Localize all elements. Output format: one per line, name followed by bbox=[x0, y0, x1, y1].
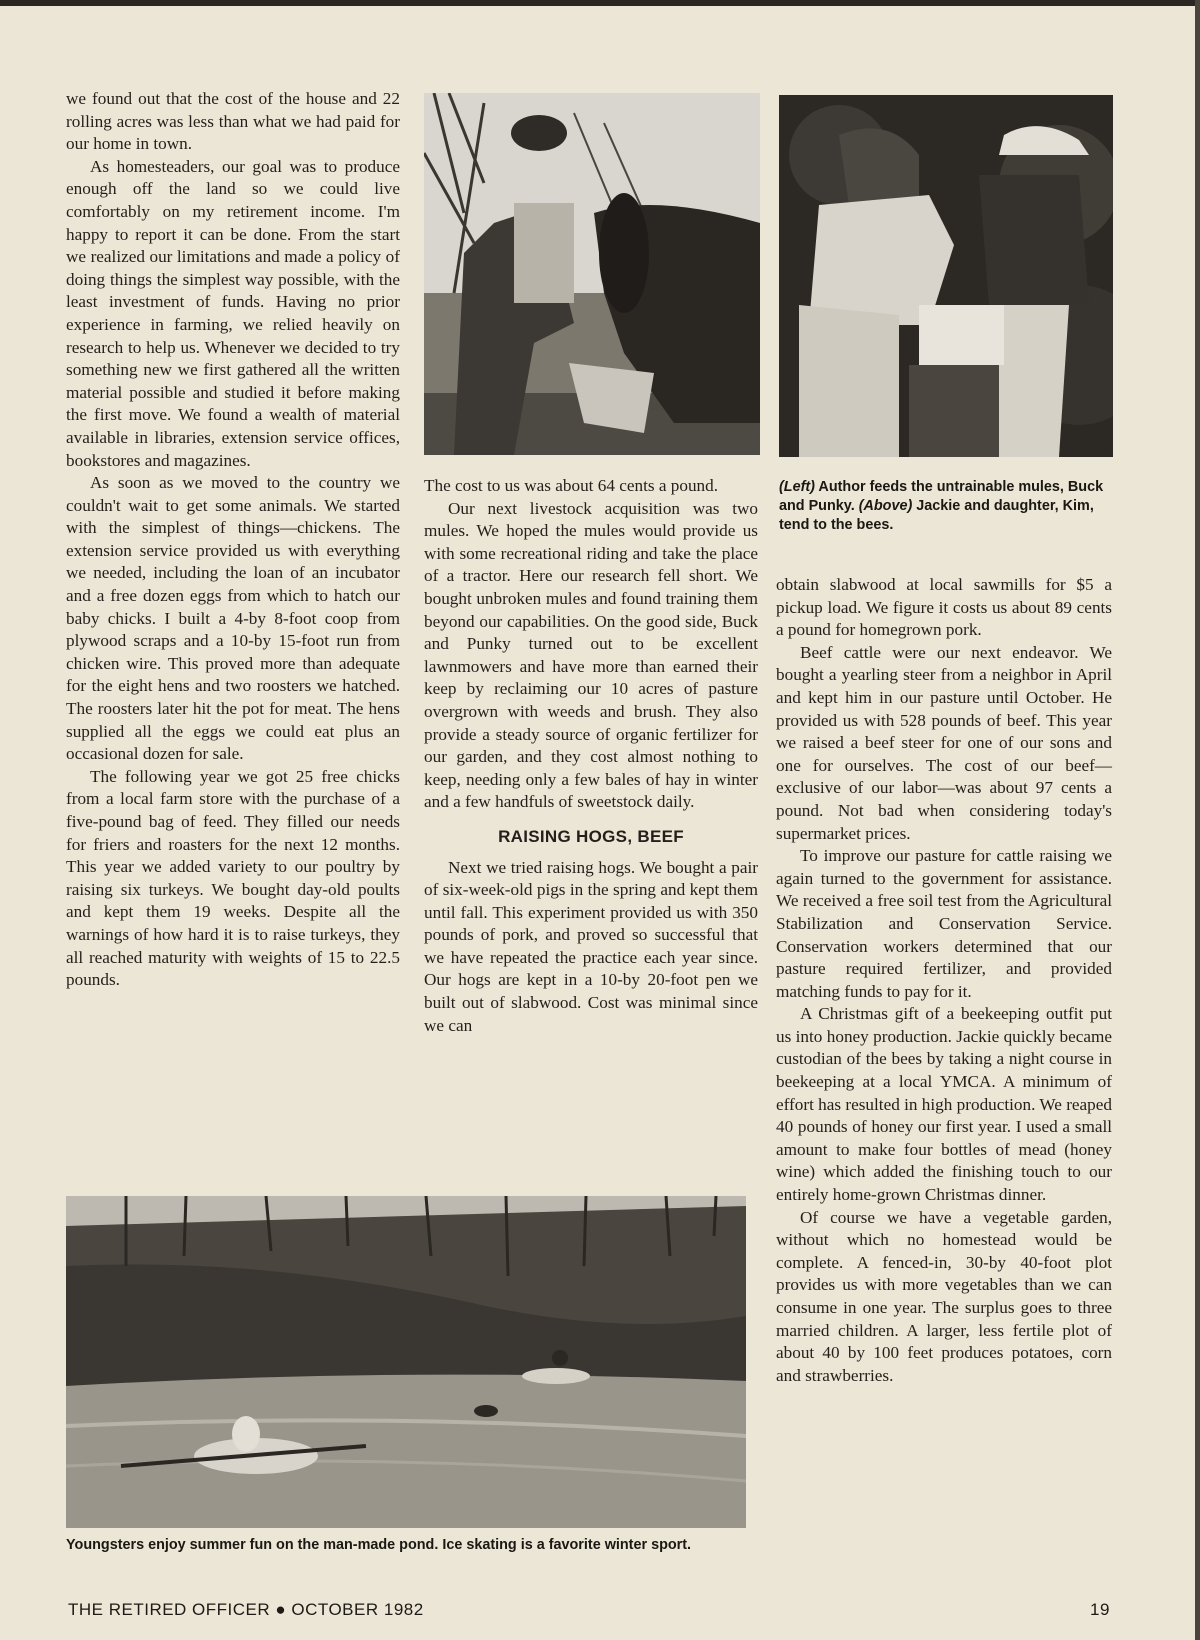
paragraph: The cost to us was about 64 cents a pound. bbox=[424, 476, 719, 495]
paragraph: A Christmas gift of a beekeeping outfit put us into honey production. Jackie quickly became custodian of the bees by taking a night course in beekeeping at a local YMCA. A minimum of effort has resulted in high production. We reaped 40 pounds of honey our first year. I used a small amount to make four bottles of mead (honey wine) which added the finishing touch to our entirely home-grown Christmas dinner. bbox=[776, 1004, 1112, 1205]
paragraph: To improve our pasture for cattle raising we again turned to the government for assistance. We received a free soil test from the Agricultural Stabilization and Conservation Service. Conservation workers determined that our pasture required fertilizer, and provided matching funds to pay for it. bbox=[776, 846, 1112, 1001]
caption-left-text: Author feeds the untrainable mules, Buck and Punky. bbox=[779, 479, 1104, 514]
paragraph: obtain slabwood at local sawmills for $5 a pickup load. We figure it costs us about 89 cents a pound for homegrown pork. bbox=[776, 575, 1112, 640]
article-column-2 bbox=[424, 475, 758, 1037]
photo-jackie-and-kim-beekeeping bbox=[779, 95, 1113, 457]
caption-above-text: Jackie and daughter, Kim, tend to the bees. bbox=[779, 498, 1094, 533]
page-number: 19 bbox=[1090, 1600, 1110, 1619]
section-heading: RAISING HOGS, BEEF bbox=[498, 826, 684, 846]
article-column-1 bbox=[66, 88, 400, 992]
paragraph: As homesteaders, our goal was to produce enough off the land so we could live comfortably on my retirement income. I'm happy to report it can be done. From the start we realized our limitations and made a policy of doing things the simplest way possible, with the least investment of funds. Having no prior experience in farming, we relied heavily on research to help us. Whenever we decided to try something new we first gathered all the written material possible and studied it before making the first move. We found a wealth of material available in libraries, extension service offices, bookstores and magazines. bbox=[66, 156, 400, 470]
paragraph: Beef cattle were our next endeavor. We bought a yearling steer from a neighbor in April and kept him in our pasture until October. He provided us with 528 pounds of beef. This year we raised a beef steer for one of our sons and one for ourselves. The cost of our beef—exclusive of our labor—was about 97 cents a pound. Not bad when considering today's supermarket prices. bbox=[776, 642, 1112, 843]
footer-publication: THE RETIRED OFFICER ● OCTOBER 1982 bbox=[68, 1600, 424, 1619]
caption-left-label: (Left) bbox=[779, 479, 815, 495]
photo-author-feeding-mules bbox=[424, 93, 760, 455]
paragraph: The following year we got 25 free chicks from a local farm store with the purchase of a five-pound bag of feed. They filled our needs for friers and roasters for the next 12 months. This year we added variety to our poultry by raising six turkeys. We bought day-old poults and kept them 19 weeks. Despite all the warnings of how hard it is to raise turkeys, they all reached maturity with weights of 15 to 22.5 pounds. bbox=[66, 766, 400, 990]
paragraph: Our next livestock acquisition was two mules. We hoped the mules would provide us with some recreational riding and take the place of a tractor. Here our research fell short. We bought unbroken mules and found training them beyond our capabilities. On the good side, Buck and Punky turned out to be excellent lawnmowers and have more than earned their keep by reclaiming our 10 acres of pasture overgrown with weeds and brush. They also provide a steady source of organic fertilizer for our garden, and they cost almost nothing to keep, needing only a few bales of hay in winter and a few handfuls of sweetstock daily. bbox=[424, 498, 758, 812]
article-column-3 bbox=[776, 574, 1112, 1387]
paragraph: we found out that the cost of the house and 22 rolling acres was less than what we had paid for our home in town. bbox=[66, 89, 400, 154]
paragraph: Of course we have a vegetable garden, without which no homestead would be complete. A fenced-in, 30-by 40-foot plot provides us with more vegetables than we can consume in one year. The surplus goes to three married children. A larger, less fertile plot of about 40 by 100 feet produces potatoes, corn and strawberries. bbox=[776, 1207, 1112, 1385]
paragraph: Next we tried raising hogs. We bought a pair of six-week-old pigs in the spring and kept them until fall. This experiment provided us with 350 pounds of pork, and proved so successful that we have repeated the practice each year since. Our hogs are kept in a 10-by 20-foot pen we built out of slabwood. Cost was minimal since we can bbox=[424, 857, 758, 1035]
photo-caption-pond: Youngsters enjoy summer fun on the man-made pond. Ice skating is a favorite winter sport. bbox=[66, 1537, 692, 1553]
page-right-border bbox=[1195, 0, 1200, 1640]
paragraph: As soon as we moved to the country we couldn't wait to get some animals. We started with the simplest of things—chickens. The extension service provided us with everything we needed, including the loan of an incubator and a free dozen eggs from which to hatch our baby chicks. I built a 4-by 8-foot coop from plywood scraps and a 10-by 15-foot run from chicken wire. This proved more than adequate for the eight hens and two roosters we hatched. The roosters later hit the pot for meat. The hens supplied all the eggs we could eat plus an occasional dozen for sale. bbox=[66, 473, 400, 764]
page-top-border bbox=[0, 0, 1200, 6]
photo-youngsters-on-pond bbox=[66, 1196, 746, 1528]
caption-above-label: (Above) bbox=[858, 498, 913, 514]
photo-caption-mules-and-bees bbox=[779, 478, 1119, 535]
